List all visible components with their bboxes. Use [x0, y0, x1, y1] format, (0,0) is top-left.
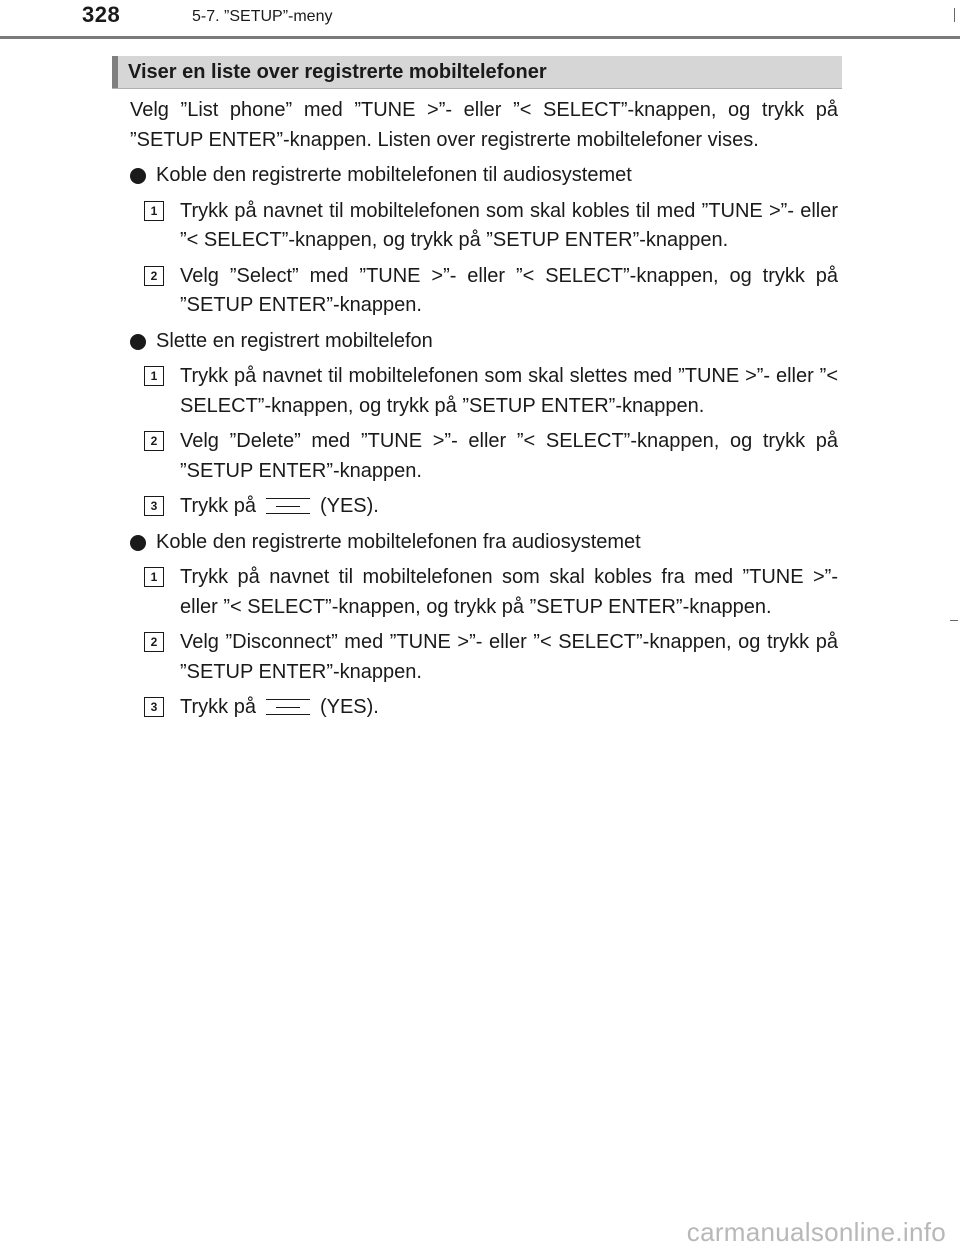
step-text-after: (YES).	[319, 696, 379, 718]
page-number: 328	[82, 2, 121, 27]
step-number: 1	[144, 366, 164, 386]
crop-mark	[954, 8, 955, 22]
step-number: 1	[144, 201, 164, 221]
section-heading	[112, 56, 842, 89]
step-item	[130, 492, 838, 522]
bullet-icon	[130, 535, 146, 551]
heading-accent-bar	[112, 56, 118, 88]
step-number: 2	[144, 266, 164, 286]
step-text-before: Trykk på	[180, 495, 256, 517]
page-header	[0, 0, 960, 40]
section-title: 5-7. ”SETUP”-meny	[192, 8, 333, 25]
step-text	[180, 492, 838, 522]
step-item	[130, 362, 838, 421]
step-item	[130, 427, 838, 486]
step-text: Velg ”Disconnect” med ”TUNE >”- eller ”< SELECT”-knappen, og trykk på ”SETUP ENTER”-knappen.	[180, 631, 838, 683]
step-text-before: Trykk på	[180, 696, 256, 718]
step-text: Trykk på navnet til mobiltelefonen som skal kobles fra med ”TUNE >”- eller ”< SELECT”-knappen, og trykk på ”SETUP ENTER”-knappen.	[180, 566, 838, 618]
step-number: 3	[144, 697, 164, 717]
step-item	[130, 197, 838, 256]
watermark: carmanualsonline.info	[686, 1217, 946, 1247]
bullet-text: Koble den registrerte mobiltelefonen til audiosystemet	[156, 164, 632, 186]
step-number: 2	[144, 431, 164, 451]
header-divider	[0, 36, 960, 39]
bullet-text: Koble den registrerte mobiltelefonen fra audiosystemet	[156, 530, 641, 553]
step-item	[130, 563, 838, 622]
bullet-item	[130, 327, 838, 357]
step-item	[130, 628, 838, 687]
step-number: 2	[144, 632, 164, 652]
bullet-item	[130, 161, 838, 191]
step-number: 3	[144, 496, 164, 516]
yes-button-icon	[266, 699, 310, 715]
bullet-text: Slette en registrert mobiltelefon	[156, 329, 433, 352]
step-item	[130, 693, 838, 723]
bullet-item	[130, 528, 838, 558]
step-number: 1	[144, 567, 164, 587]
heading-text: Viser en liste over registrerte mobiltelefoner	[128, 61, 547, 83]
bullet-icon	[130, 168, 146, 184]
page-content	[130, 96, 838, 729]
bullet-icon	[130, 334, 146, 350]
intro-paragraph: Velg ”List phone” med ”TUNE >”- eller ”< SELECT”-knappen, og trykk på ”SETUP ENTER”-knappen. Listen over registrerte mobiltelefoner vises.	[130, 99, 838, 151]
step-text	[180, 693, 838, 723]
step-item	[130, 262, 838, 321]
step-text: Velg ”Select” med ”TUNE >”- eller ”< SELECT”-knappen, og trykk på ”SETUP ENTER”-knappen.	[180, 264, 838, 316]
step-text: Trykk på navnet til mobiltelefonen som skal kobles til med ”TUNE >”- eller ”< SELECT”-knappen, og trykk på ”SETUP ENTER”-knappen.	[180, 199, 838, 251]
step-text-after: (YES).	[319, 495, 379, 517]
crop-mark	[950, 620, 958, 621]
yes-button-icon	[266, 498, 310, 514]
step-text: Trykk på navnet til mobiltelefonen som skal slettes med ”TUNE >”- eller ”< SELECT”-knappen, og trykk på ”SETUP ENTER”-knappen.	[180, 365, 838, 417]
step-text: Velg ”Delete” med ”TUNE >”- eller ”< SELECT”-knappen, og trykk på ”SETUP ENTER”-knappen.	[180, 430, 838, 482]
